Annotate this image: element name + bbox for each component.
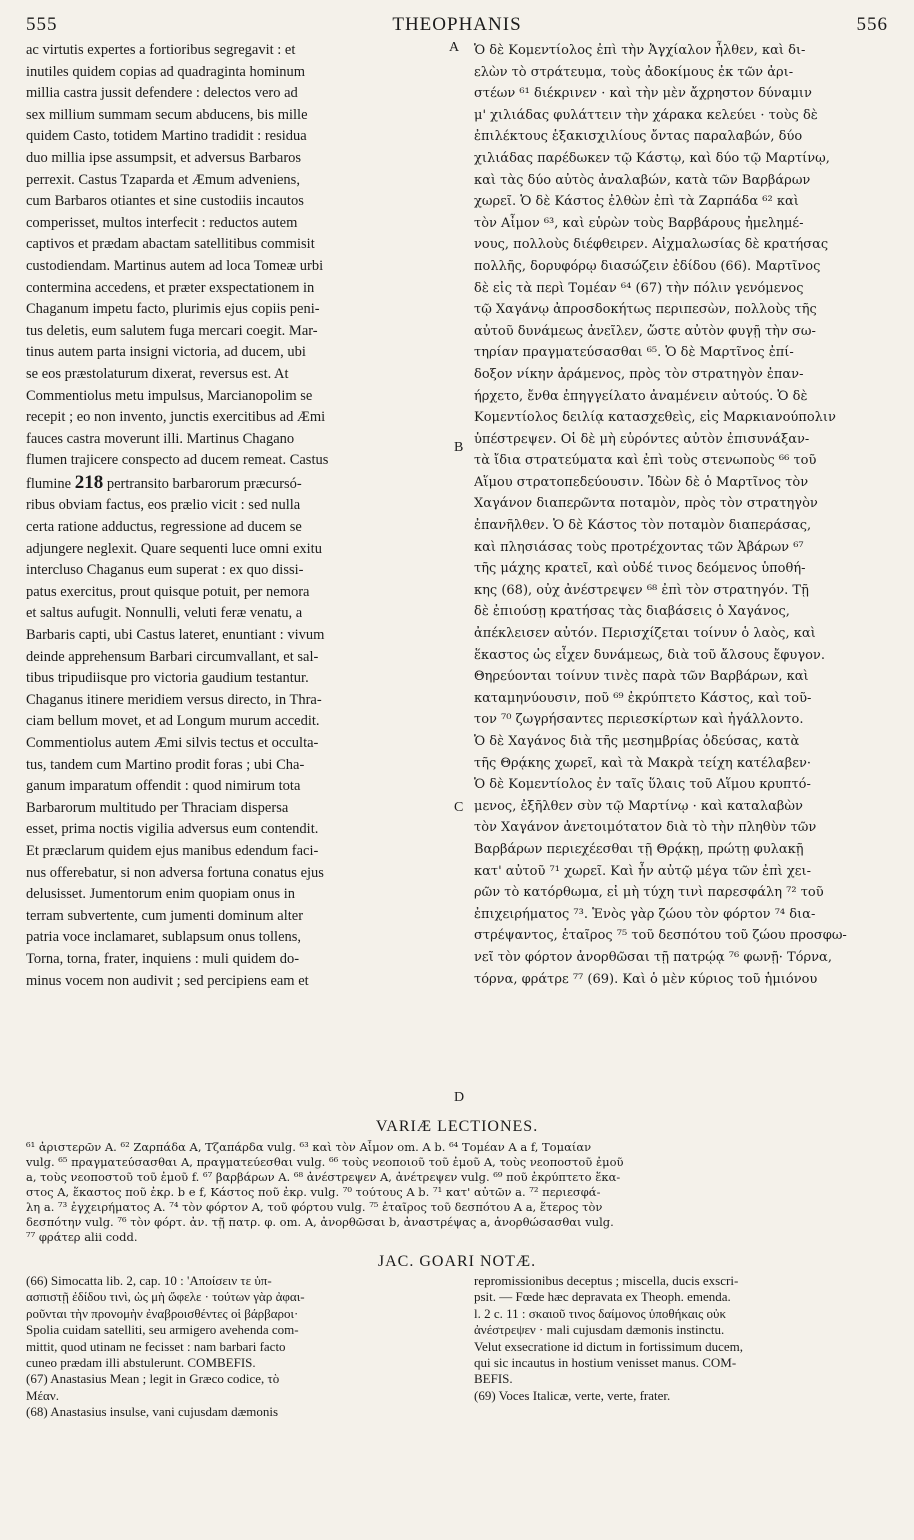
greek-text-line: μενος, ἐξῆλθεν σὺν τῷ Μαρτίνῳ · καὶ καταλαβὼν [474, 798, 803, 814]
latin-text-line: cum Barbaros otiantes et sine custodiis incautos [26, 193, 304, 210]
greek-text-line: πολλῆς, δορυφόρῳ διασώζειν ἐδίδου (66). Μαρτῖνος [474, 258, 821, 274]
greek-text-line: στέων ⁶¹ διέκρινεν · καὶ τὴν μὲν ἄχρηστον δύναμιν [474, 86, 812, 102]
page-header [26, 14, 888, 40]
latin-text-line: recepit ; eo non invento, junctis exercitibus ad Æmi [26, 409, 326, 426]
note-line: mittit, quod utinam ne fecisset : nam barbari facto [26, 1338, 286, 1354]
greek-text-line: κης (68), οὐχ ἀνέστρεψεν ⁶⁸ ἐπὶ τὸν στρατηγόν. Τῇ [474, 582, 809, 598]
note-line: l. 2 c. 11 : σκαιοῦ τινος δαίμονος ὑποθήκαις οὐκ [474, 1305, 727, 1321]
greek-text-line: Ὁ δὲ Κομεντίολος ἐπὶ τὴν Ἀγχίαλον ἦλθεν, καὶ δι- [474, 43, 806, 58]
latin-text-line: comperisset, multos interfecit : reductos autem [26, 214, 298, 231]
greek-text-line: χωρεῖ. Ὁ δὲ Κάστος ἐλθὼν ἐπὶ τὰ Ζαρπάδα ⁶² καὶ [474, 194, 799, 210]
greek-text-line: ἀπέκλεισεν αὐτόν. Περισχίζεται τοίνυν ὁ λαὸς, καὶ [474, 626, 816, 642]
variant-reading-line: ⁷⁷ φράτερ alii codd. [26, 1230, 138, 1244]
latin-text-line: Commentiolus autem Æmi silvis tectus et occulta- [26, 735, 319, 751]
greek-text-line: τον ⁷⁰ ζωγρήσαντες περιεσκίρτων καὶ ἠγάλλοντο. [474, 712, 804, 728]
variant-reading-line: λη a. ⁷³ ἐγχειρήματος A. ⁷⁴ τὸν φόρτον A, τοῦ φόρτου vulg. ⁷⁵ ἑταῖρος τοῦ δεσπότου A a, ἕτερος τὸν [26, 1200, 603, 1214]
greek-text-line: τὸν Χαγάνον ἀνετοιμότατον διὰ τὸ τὴν πληθὺν τῶν [474, 820, 817, 836]
note-line: (68) Anastasius insulse, vani cujusdam dæmonis [26, 1404, 279, 1420]
greek-text-line: δὲ εἰς τὰ περὶ Τομέαν ⁶⁴ (67) τὴν πόλιν γενόμενος [474, 280, 804, 296]
note-line: BEFIS. [474, 1371, 513, 1387]
latin-text-line: Barbarorum multitudo per Thraciam dispersa [26, 799, 289, 816]
latin-text-line: se eos præstolaturum dixerat, reversus est. At [26, 365, 289, 382]
greek-text-line: τῷ Χαγάνῳ ἀπροσδοκήτως περιπεσὼν, πολλοὺς τῆς [474, 302, 817, 318]
greek-text-line: ήρχετο, ἔνθα ἐπηγγείλατο ἀναμένειν αὐτούς. Ὁ δὲ [474, 388, 808, 404]
page [26, 14, 888, 1473]
latin-text-line: millia castra jussit defendere : delectos vero ad [26, 85, 298, 102]
variant-reading-line: ⁶¹ ἀριστερῶν A. ⁶² Ζαρπάδα A, Τζαπάρδα vulg. ⁶³ καὶ τὸν Αἶμον om. A b. ⁶⁴ Τομέαν A a f, Τομαίαν [26, 1140, 592, 1154]
notae-title: JAC. GOARI NOTÆ. [377, 1253, 537, 1270]
latin-text-line: contermina accedens, et præter exspectationem in [26, 279, 315, 296]
latin-text-line: ac virtutis expertes a fortioribus segregavit : et [26, 42, 296, 58]
note-line: ροῦνται τὴν προνομὴν ἐναβροισθέντες οἱ βάρβαροι· [26, 1305, 299, 1321]
latin-text-line: intercluso Chaganus eum superat : ex quo dissi- [26, 562, 304, 579]
latin-text-line: patus exercitus, prout quisque potuit, per nemora [26, 583, 310, 600]
variae-lectiones-title: VARIÆ LECTIONES. [375, 1118, 539, 1135]
latin-text-line: et saltus aufugit. Nonnulli, veluti feræ venatu, a [26, 605, 303, 622]
note-line: qui sic incautus in hostium venisset manus. COM- [474, 1355, 737, 1371]
notes-left-column [26, 1273, 456, 1421]
latin-text-line: certa ratione adductus, regressione ad ducem se [26, 519, 302, 536]
note-line: Velut exsecratione id dictum in fortissimum ducem, [474, 1338, 743, 1354]
greek-text-line: τὸν Αἶμον ⁶³, καὶ εὑρὼν τοὺς Βαρβάρους ἠμελημέ- [474, 215, 804, 231]
latin-text-line: Commentiolus metu impulsus, Marcianopolim se [26, 387, 313, 404]
greek-text-line: Ὁ δὲ Χαγάνος διὰ τῆς μεσημβρίας ὁδεύσας, κατὰ [474, 734, 800, 749]
latin-text-line: terram subvertente, cum jumenti dominum alter [26, 907, 304, 924]
greek-text-line: τόρνα, φράτρε ⁷⁷ (69). Καὶ ὁ μὲν κύριος τοῦ ἡμιόνου [474, 971, 818, 987]
greek-text-line: Αἵμου στρατοπεδεύουσιν. Ἰδὼν δὲ ὁ Μαρτῖνος τὸν [474, 474, 809, 490]
latin-text-line: patria voce inclamaret, sublapsum onus tollens, [26, 929, 302, 946]
latin-text-line: esset, prima noctis vigilia adversus eum contendit. [26, 821, 319, 838]
greek-text-line: Ὁ δὲ Κομεντίολος ἐν ταῖς ὕλαις τοῦ Αἵμου κρυπτό- [474, 777, 811, 793]
margin-marker-d: D [454, 1090, 465, 1105]
variant-reading-line: a, τοὺς νεοποστοῦ τοῦ ἐμοῦ f. ⁶⁷ βαρβάρων A. ⁶⁸ ἀνέστρεψεν A, ἀνέτρεψεν vulg. ⁶⁹ ποῦ ἐκρύπτετο ἕκα- [26, 1170, 621, 1184]
latin-text-line [26, 472, 456, 496]
latin-text-line: Chaganum impetu facto, plurimis ejus copiis peni- [26, 301, 320, 318]
greek-text-line: ἐπιχειρήματος ⁷³. Ἑνὸς γὰρ ζώου τὸν φόρτον ⁷⁴ δια- [474, 906, 816, 922]
latin-text-line: custodiendam. Martinus autem ad loca Tomeæ urbi [26, 257, 324, 274]
greek-text-line: Θηρεύονται τοίνυν τινὲς παρὰ τῶν Βαρβάρων, καὶ [474, 669, 809, 685]
latin-text-line: flumen trajicere conspecto ad ducem remeat. Castus [26, 452, 329, 469]
latin-text-line: Chaganus itinere meridiem versus directo, in Thra- [26, 691, 322, 708]
main-text-columns [26, 40, 888, 1112]
greek-text-line: δοξον νίκην ἀράμενος, πρὸς τὸν στρατηγὸν ἐπαν- [474, 366, 804, 382]
latin-text-line: tus, tandem cum Martino prodit foras ; ubi Cha- [26, 756, 305, 773]
margin-marker-a: A [449, 40, 460, 55]
greek-text-line: ἕκαστος ὡς εἶχεν δυνάμεως, διὰ τοῦ ἄλσους ἔφυγον. [474, 647, 825, 663]
greek-column [474, 40, 888, 990]
note-line: (69) Voces Italicæ, verte, verte, frater. [474, 1387, 671, 1403]
latin-text-line: tus deletis, eum salutem fuga mercari coegit. Mar- [26, 322, 318, 339]
note-line: Spolia cuidam satelliti, seu armigero avehenda com- [26, 1322, 299, 1338]
greek-text-line: ὑπέστρεψεν. Οἱ δὲ μὴ εὑρόντες αὐτὸν ἐπισυνάξαν- [474, 431, 810, 447]
greek-text-line: ρῶν τὸ κατόρθωμα, εἰ μὴ τύχη τινὶ παρεσφάλη ⁷² τοῦ [474, 885, 824, 901]
greek-text-line: Βαρβάρων περιεχέεσθαι τῇ Θρᾴκῃ, πρώτῃ φυλακῇ [474, 841, 804, 857]
greek-text-line: χιλιάδας παρέδωκεν τῷ Κάστῳ, καὶ δύο τῷ Μαρτίνῳ, [474, 150, 830, 166]
greek-text-line: Χαγάνον διαπερῶντα ποταμὸν, πρὸς τὸν στρατηγὸν [474, 496, 818, 512]
note-line: cuneo prædam illi abstulerunt. COMBEFIS. [26, 1355, 256, 1371]
note-line: psit. — Fœde hæc depravata ex Theoph. emenda. [474, 1289, 731, 1305]
greek-text-line: μ' χιλιάδας φυλάττειν τὴν χάρακα κελεύει · τοὺς δὲ [474, 107, 818, 123]
latin-text-line: ganum imparatum offendit : quod nimirum tota [26, 778, 301, 795]
greek-text-line: νεῖ τὸν φόρτον ἀνορθῶσαι τῇ πατρῴᾳ ⁷⁶ φωνῇ· Τόρνα, [474, 949, 832, 965]
latin-text-line: inutiles quidem copias ad quadraginta hominum [26, 63, 306, 80]
text-line-part: pertransito barbarorum præcursó- [106, 475, 302, 492]
latin-text-line: Et præclarum quidem ejus manibus edendum faci- [26, 842, 319, 859]
variant-reading-line: στος A, ἕκαστος ποῦ ἐκρ. b e f, Κάστος ποῦ ἐκρ. vulg. ⁷⁰ τούτους A b. ⁷¹ κατ' αὐτῶν a. ⁷² περιεσφά- [26, 1185, 601, 1199]
greek-text-line: τῆς Θρᾴκης χωρεῖ, καὶ τὰ Μακρὰ τείχη κατέλαβεν· [474, 755, 811, 771]
latin-text-line: ciam bellum movet, et ad Longum murum accedit. [26, 713, 320, 730]
notes-section [26, 1273, 888, 1473]
note-line: ἀνέστρεψεν · mali cujusdam dæmonis instinctu. [474, 1322, 725, 1338]
greek-text-line: καὶ τὰς δύο αὐτὸς ἀναλαβών, κατὰ τῶν Βαρβάρων [474, 172, 811, 188]
latin-text-line: sex millium summam secum abducens, bis mille [26, 106, 308, 123]
greek-text-line: ἐπιλέκτους ἑξακισχιλίους ὄντας παραλαβών, δύο [474, 129, 803, 145]
greek-text-line: κατ' αὐτοῦ ⁷¹ χωρεῖ. Καὶ ἦν αὐτῷ μέγα τῶν ἐπὶ χει- [474, 863, 812, 879]
greek-text-line: αὐτοῦ δυνάμεως ἀνεῖλεν, ὥστε αὐτὸν φυγῇ τὴν σω- [474, 323, 816, 339]
variae-lectiones [26, 1138, 888, 1247]
latin-text-line: tibus tripudiisque pro victoria gaudium testantur. [26, 670, 309, 687]
latin-text-line: captivos et prædam abactam satellitibus commisit [26, 236, 315, 253]
note-line: (67) Anastasius Mean ; legit in Græco codice, τὸ [26, 1371, 280, 1387]
latin-text-line: perrexit. Castus Tzaparda et Æmum adveniens, [26, 171, 300, 188]
latin-text-line: minus vocem non audivit ; sed percipiens eam et [26, 972, 309, 989]
notes-right-column [474, 1273, 888, 1404]
latin-text-line: nus offerebatur, si non adversa fortuna conatus ejus [26, 864, 324, 881]
latin-column [26, 40, 456, 992]
latin-text-line: Torna, torna, frater, inquiens : muli quidem do- [26, 950, 300, 967]
greek-text-line: καταμηνύουσιν, ποῦ ⁶⁹ ἐκρύπτετο Κάστος, καὶ τοῦ- [474, 690, 812, 706]
note-line: repromissionibus deceptus ; miscella, ducis exscri- [474, 1273, 739, 1288]
column-number: 218 [74, 471, 104, 493]
latin-text-line: duo millia ipse assumpsit, et adversus Barbaros [26, 149, 302, 166]
right-page-number: 556 [856, 14, 888, 35]
latin-text-line: tinus autem parta insigni victoria, ad ducem, ubi [26, 344, 306, 361]
variant-reading-line: vulg. ⁶⁵ πραγματεύσασθαι A, πραγματεύεσθαι vulg. ⁶⁶ τοὺς νεοποιοῦ τοῦ ἐμοῦ A, τοὺς νεοποστοῦ ἐμοῦ [26, 1155, 624, 1169]
left-page-number: 555 [26, 14, 58, 35]
greek-text-line: στρέψαντος, ἑταῖρος ⁷⁵ τοῦ δεσπότου τοῦ ζώου προσφω- [474, 928, 847, 944]
note-line: ασπιστῇ ἐδίδου τινὶ, ὡς μὴ ὤφελε · τούτων γὰρ ἀφαι- [26, 1289, 305, 1305]
note-line: Μέαν. [26, 1387, 59, 1403]
greek-text-line: ἐπανῆλθεν. Ὁ δὲ Κάστος τὸν ποταμὸν διαπεράσας, [474, 518, 812, 534]
variant-reading-line: δεσπότην vulg. ⁷⁶ τὸν φόρτ. ἀν. τῇ πατρ. φ. om. A, ἀνορθῶσαι b, ἀναστρέψας a, ἀνορθώσασθαι vulg. [26, 1215, 614, 1229]
greek-text-line: τῆς μάχης κρατεῖ, καὶ οὐδέ τινος δεόμενος ὑποθή- [474, 561, 806, 577]
latin-text-line: adjungere neglexit. Quare sequenti luce omni exitu [26, 540, 322, 557]
latin-text-line: ribus obviam factus, eos prælio vicit : sed nulla [26, 497, 301, 514]
running-title: THEOPHANIS [392, 14, 522, 35]
text-line-part: flumine [26, 475, 72, 492]
latin-text-line: delusisset. Jumentorum enim quopiam onus in [26, 886, 296, 903]
greek-text-line: τὰ ἴδια στρατεύματα καὶ ἐπὶ τοὺς στενωποὺς ⁶⁶ τοῦ [474, 453, 817, 469]
latin-text-line: fauces castra moverunt illi. Martinus Chagano [26, 430, 295, 447]
latin-text-line: quidem Casto, totidem Martino tradidit : residua [26, 128, 307, 145]
greek-text-line: καὶ πλησιάσας τοὺς προτρέχοντας τῶν Ἀβάρων ⁶⁷ [474, 539, 804, 555]
note-line: (66) Simocatta lib. 2, cap. 10 : 'Αποίσειν τε ὑπ- [26, 1273, 272, 1288]
greek-text-line: νους, πολλοὺς διέφθειρεν. Αἰχμαλωσίας δὲ κρατήσας [474, 237, 829, 253]
greek-text-line: τηρίαν πραγματεύσασθαι ⁶⁵. Ὁ δὲ Μαρτῖνος ἐπί- [474, 345, 794, 361]
greek-text-line: Κομεντίολος δειλίᾳ κατασχεθεὶς, εἰς Μαρκιανούπολιν [474, 410, 836, 426]
greek-text-line: ελὼν τὸ στράτευμα, τοὺς ἀδοκίμους ἐκ τῶν ἀρι- [474, 64, 794, 80]
latin-text-line: Barbaris capti, ubi Castus lateret, enuntiant : vivum [26, 627, 325, 644]
margin-marker-c: C [454, 800, 464, 815]
greek-text-line: δὲ ἐπιούσῃ κρατήσας τὰς διαβάσεις ὁ Χαγάνος, [474, 604, 790, 620]
margin-marker-b: B [454, 440, 464, 455]
latin-text-line: deinde apprehensum Barbari circumvallant, et sal- [26, 648, 319, 665]
